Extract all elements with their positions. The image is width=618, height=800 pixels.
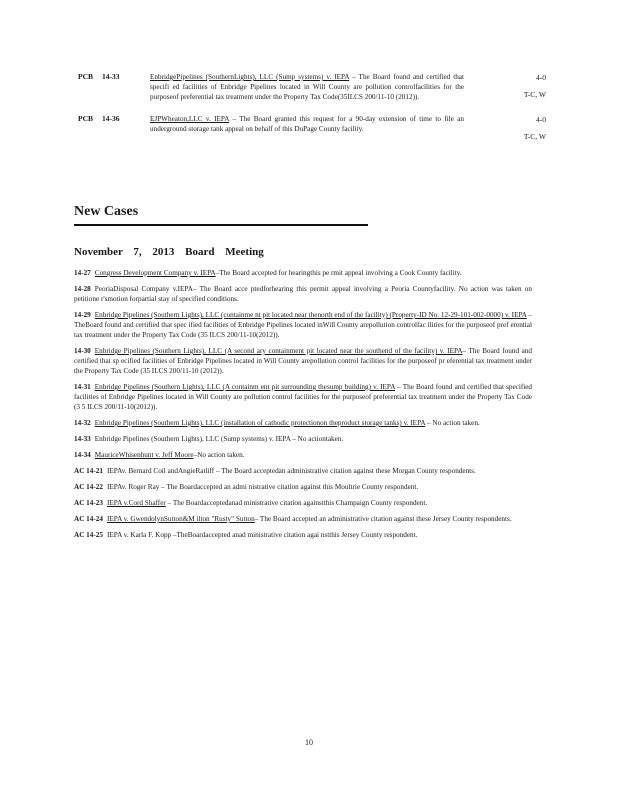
case-number: 14-29 (74, 311, 91, 319)
case-item (74, 284, 532, 304)
case-description: – The Board accepted an administrative citation against these Jersey County respondents. (254, 515, 512, 523)
case-title-link[interactable]: Congress Development Company v. IEPA (94, 269, 216, 277)
case-description: Enbridge Pipelines (Southern Lights), LLC (Sump systems) v. IEPA – No actiontaken. (94, 435, 344, 443)
case-number: 14-33 (74, 435, 91, 443)
case-item (74, 310, 532, 340)
case-number: 14-32 (74, 419, 91, 427)
vote-members: T-C, W (523, 132, 546, 141)
case-number: 14-34 (74, 451, 91, 459)
meeting-heading: November 7, 2013 Board Meeting (74, 246, 264, 258)
case-item (74, 268, 532, 278)
case-description: IEPA v. Karla F. Kopp –TheBoardaccepted anad ministrative citation agai nstthis Jersey County respondent. (106, 531, 418, 539)
case-item (74, 382, 532, 412)
case-item (74, 466, 532, 476)
page-number: 10 (305, 738, 313, 747)
case-title-link[interactable]: MauriceWhisenhunt v. Jeff Moore (94, 451, 194, 459)
case-number: 14-27 (74, 269, 91, 277)
case-description: – The Board found and certified that specifi ed facilities of Enbridge Pipelines located in Will County are pollution controlfacilities for the purposeof preferential tax treatment under the Property Tax Code(35ILCS 200/11-10 (2012)). (150, 73, 464, 101)
case-title-link[interactable]: Enbridge Pipelines (Southern Lights), LLC (installation of cathodic protectionon theproduct storage tanks) v. IEPA (94, 419, 426, 427)
case-number: 14-36 (102, 114, 120, 123)
case-number: AC 14-24 (74, 515, 103, 523)
case-description: – The Board granted this request for a 90-day extension of time to file an underground storage tank appeal on behalf of this DuPage County facility. (150, 115, 464, 133)
case-description: –No action taken. (193, 451, 245, 459)
case-item (74, 346, 532, 376)
case-description: – TheBoard found and certified that spec ified facilities of Enbridge Pipelines located inWill County arepollution controlfac ilities for the purposeof pref erential tax treatment under the Property Tax Code (35 ILCS 200/11-10(2012)). (74, 311, 532, 339)
pcb-entry (72, 72, 550, 102)
case-item (74, 482, 532, 492)
section-divider (74, 224, 368, 226)
case-item (74, 498, 532, 508)
case-title-link[interactable]: Enbridge Pipelines (Southern Lights), LLC (A containm ent pit surrounding thesump building) v. IEPA (94, 383, 396, 391)
case-item (74, 514, 532, 524)
pcb-decisions-table (72, 72, 550, 142)
case-description: –The Board accepted for hearingthis pe rmit appeal involving a Cook County facility. (215, 269, 462, 277)
vote-count: 4-0 (536, 73, 546, 82)
case-number: 14-28 (74, 285, 91, 293)
case-number: 14-30 (74, 347, 91, 355)
vote-count: 4-0 (536, 115, 546, 124)
case-title-link[interactable]: EJPWheaton,LLC v. IEPA (150, 115, 230, 123)
vote-members: T-C, W (523, 90, 546, 99)
case-description: – No action taken. (425, 419, 480, 427)
section-heading: New Cases (74, 204, 139, 219)
new-cases-list (74, 268, 532, 546)
case-title-link[interactable]: IEPA v.Cord Shaffer (106, 499, 166, 507)
case-item (74, 434, 532, 444)
case-item (74, 530, 532, 540)
case-title-link[interactable]: Enbridge Pipelines (Southern Lights), LLC (A second ary containment pit located near the southend of the facility) v. IEPA (94, 347, 463, 355)
case-item (74, 450, 532, 460)
case-title-link[interactable]: IEPA v. GwendolynSutton&M ilton "Rusty" Sutton (106, 515, 255, 523)
case-description: – The Boardacceptedanad ministrative citation againstthis Champaign County respondent. (165, 499, 428, 507)
case-description: IEPAv. Roger Ray – The Boardaccepted an admi nistrative citation against this Moultrie County respondent. (106, 483, 419, 491)
case-item (74, 418, 532, 428)
case-title-link[interactable]: Enbridge Pipelines (Southern Lights), LLC (containme nt pit located near thenorth end of the facility) (Property-ID No. 12-29-101-002-0000) v. IEPA (94, 311, 527, 319)
case-number: AC 14-23 (74, 499, 103, 507)
case-summary (150, 72, 464, 102)
case-description: – The Board found and certified that specified facilities of Enbridge Pipelines located in Will County are pollution control facilities for the purposeof preferential tax treatment under the Property Tax Code (3 5 ILCS 200/11-10(2012)). (74, 383, 533, 411)
case-description: PeoriaDisposal Company v.IEPA– The Board acce ptedforhearing this permit appeal involving a Peoria Countyfacility. No action was taken on petitione r'smotion forpartial stay of specified conditions. (74, 285, 532, 303)
case-number: 14-33 (102, 72, 120, 81)
pcb-entry (72, 114, 550, 141)
case-title-link[interactable]: EnbridgePipelines (SouthernLights), LLC (Sump systems) v. IEPA (150, 73, 350, 81)
case-number: 14-31 (74, 383, 91, 391)
case-summary (150, 114, 464, 134)
case-number: AC 14-21 (74, 467, 103, 475)
board-label: PCB (78, 72, 93, 81)
case-description: – The Board found and certified that sp ecified facilities of Enbridge Pipelines located in Will County arepollution control facilities for the purposeof pr eferential tax treatment under the Property Tax Code (35 ILCS 200/11-10 (2012)). (74, 347, 532, 375)
board-label: PCB (78, 114, 93, 123)
case-number: AC 14-25 (74, 531, 103, 539)
case-number: AC 14-22 (74, 483, 103, 491)
vote-tally (506, 72, 546, 100)
case-description: IEPAv. Bernard Coil andAngieRatliff – The Board acceptedan administrative citation against these Morgan County respondents. (106, 467, 476, 475)
vote-tally (506, 114, 546, 142)
